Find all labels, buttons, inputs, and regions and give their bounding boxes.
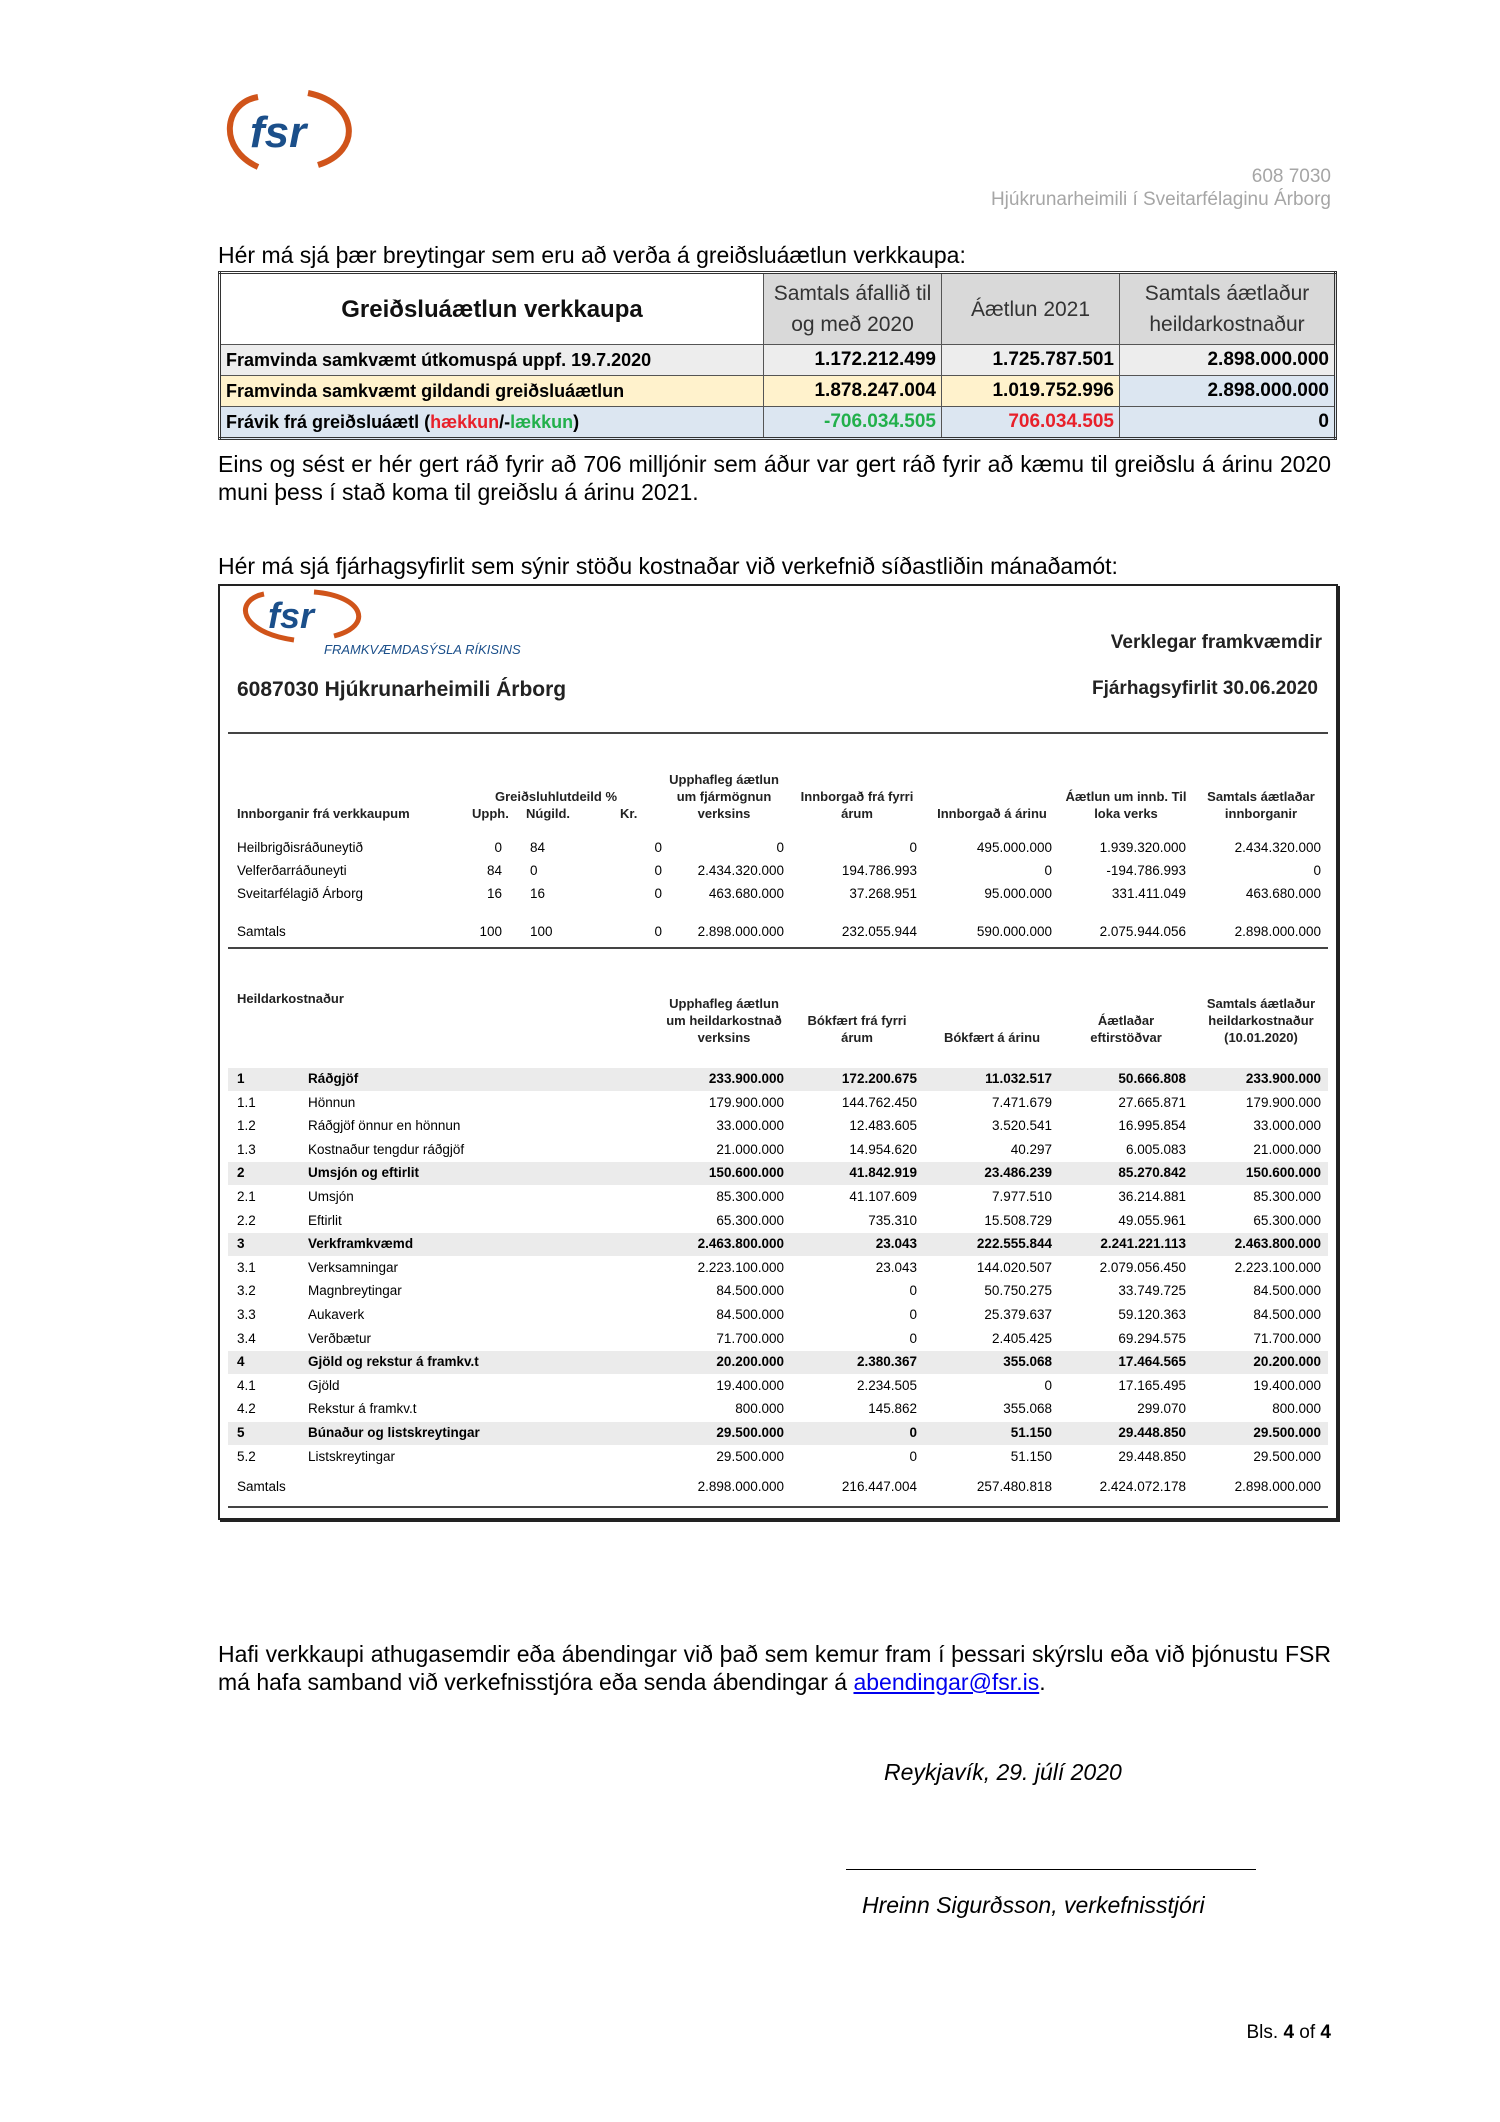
- col-header: Innborgað frá fyrri árum: [800, 789, 914, 821]
- row-number: 3.2: [237, 1283, 256, 1299]
- nugild-pct: 100: [530, 924, 553, 939]
- row-name: Heilbrigðisráðuneytið: [237, 840, 364, 855]
- table-row: [228, 886, 1328, 909]
- page-total: 4: [1320, 2022, 1331, 2043]
- row-number: 3.3: [237, 1307, 256, 1322]
- amount: 222.555.844: [976, 1236, 1052, 1252]
- amount: 331.411.049: [1111, 886, 1186, 901]
- amount: 150.600.000: [708, 1165, 784, 1181]
- nugild-pct: 16: [530, 886, 546, 901]
- amount: 37.268.951: [849, 886, 917, 901]
- group-row: [228, 1068, 1328, 1091]
- cell: -706.034.505: [764, 407, 942, 439]
- amount: 2.898.000.000: [1234, 1479, 1321, 1494]
- amount: 41.842.919: [849, 1165, 917, 1181]
- table-row: [228, 1398, 1328, 1421]
- table-row: [228, 1328, 1328, 1351]
- email-link[interactable]: abendingar@fsr.is: [853, 1669, 1040, 1695]
- report-title: Fjárhagsyfirlit 30.06.2020: [1091, 678, 1318, 699]
- row-name: Gjöld og rekstur á framkv.t: [308, 1354, 479, 1370]
- amount: 95.000.000: [984, 886, 1052, 901]
- row-name: Hönnun: [308, 1094, 356, 1110]
- col-header: Heildarkostnaður: [237, 991, 344, 1006]
- amount: 2.405.425: [991, 1330, 1052, 1346]
- nugild-pct: 0: [530, 863, 538, 878]
- amount: 6.005.083: [1125, 1141, 1186, 1157]
- amount: 1.939.320.000: [1099, 840, 1186, 855]
- col-header: Innborgað á árinu: [937, 806, 1047, 821]
- amount: 23.043: [875, 1236, 917, 1252]
- row-number: 4.1: [237, 1377, 256, 1393]
- amount: 14.954.620: [849, 1141, 917, 1157]
- divider: [228, 732, 1328, 734]
- amount: 15.508.729: [984, 1212, 1052, 1228]
- cell: 1.019.752.996: [942, 376, 1120, 407]
- amount: 33.000.000: [1253, 1118, 1321, 1134]
- amount: 7.471.679: [991, 1094, 1052, 1110]
- row-name: Velferðarráðuneyti: [237, 863, 347, 878]
- row-name: Listskreytingar: [308, 1448, 396, 1464]
- amount: 40.297: [1010, 1141, 1052, 1157]
- amount: 20.200.000: [716, 1354, 784, 1370]
- upph-pct: 84: [486, 863, 502, 878]
- row-number: 1.3: [237, 1141, 256, 1157]
- amount: 21.000.000: [716, 1141, 784, 1157]
- page-current: 4: [1283, 2022, 1295, 2043]
- col-header: Samtals áætlaður heildarkostnaður: [1120, 273, 1336, 345]
- amount: 23.043: [875, 1259, 917, 1275]
- amount: 84.500.000: [716, 1283, 784, 1299]
- row-number: 2: [237, 1165, 245, 1181]
- col-header: Bókfært frá fyrri árum: [807, 1013, 907, 1045]
- row-name: Verkframkvæmd: [308, 1236, 414, 1252]
- amount: 59.120.363: [1118, 1307, 1186, 1322]
- amount: 735.310: [868, 1212, 917, 1228]
- cell: 1.172.212.499: [764, 345, 942, 376]
- row-name: Samtals: [237, 924, 286, 939]
- amount: 65.300.000: [1253, 1212, 1321, 1228]
- amount: 2.241.221.113: [1100, 1236, 1186, 1252]
- amount: 33.000.000: [716, 1118, 784, 1134]
- feedback-end: .: [1039, 1669, 1046, 1695]
- signature-line: [846, 1869, 1256, 1870]
- amount: 50.750.275: [984, 1283, 1052, 1299]
- table-row: [228, 1446, 1328, 1469]
- org-name: FRAMKVÆMDASÝSLA RÍKISINS: [324, 642, 521, 657]
- amount: 29.500.000: [716, 1425, 784, 1440]
- project-title: 6087030 Hjúkrunarheimili Árborg: [237, 678, 567, 701]
- divider: [228, 1506, 1328, 1508]
- row-name: Samtals: [237, 1479, 286, 1494]
- amount: 84.500.000: [1253, 1307, 1321, 1322]
- cell: 1.878.247.004: [764, 376, 942, 407]
- amount: 463.680.000: [708, 886, 784, 901]
- table-row: [228, 924, 1328, 947]
- amount: 233.900.000: [1245, 1071, 1321, 1086]
- page-of: of: [1294, 2022, 1321, 2043]
- amount: 232.055.944: [841, 924, 917, 939]
- amount: 17.165.495: [1118, 1377, 1186, 1393]
- row-name: Sveitarfélagið Árborg: [237, 886, 364, 901]
- amount: 2.223.100.000: [1234, 1259, 1321, 1275]
- row-number: 5.2: [237, 1448, 256, 1464]
- amount: 29.448.850: [1118, 1448, 1186, 1464]
- row-number: 1.1: [237, 1094, 256, 1110]
- signature: Hreinn Sigurðsson, verkefnisstjóri: [862, 1892, 1205, 1918]
- col-header: Áætlun um innb. Til loka verks: [1065, 789, 1187, 821]
- row-number: 4.2: [237, 1401, 256, 1417]
- table-row: [220, 345, 1336, 376]
- svg-text:fsr: fsr: [268, 595, 315, 636]
- cell: 1.725.787.501: [942, 345, 1120, 376]
- amount: 0: [909, 840, 917, 855]
- row-number: 2.1: [237, 1189, 256, 1204]
- col-header: Samtals áfallið til og með 2020: [764, 273, 942, 345]
- explanation-text: Eins og sést er hér gert ráð fyrir að 706 milljónir sem áður var gert ráð fyrir að kæmu til greiðslu á árinu 2020 muni þess í stað koma til greiðslu á árinu 2021.: [218, 451, 1331, 505]
- svg-text:fsr: fsr: [250, 108, 307, 157]
- amount: 51.150: [1010, 1448, 1052, 1464]
- amount: 2.434.320.000: [697, 863, 784, 878]
- row-label: Framvinda samkvæmt gildandi greiðsluáætlun: [220, 376, 764, 407]
- row-name: Gjöld: [308, 1377, 340, 1393]
- amount: 0: [909, 1448, 917, 1464]
- amount: 17.464.565: [1118, 1354, 1186, 1370]
- amount: 3.520.541: [991, 1118, 1052, 1134]
- cell: 2.898.000.000: [1120, 376, 1336, 407]
- col-header: Innborganir frá verkkaupum: [237, 806, 410, 821]
- amount: 51.150: [1010, 1425, 1052, 1440]
- col-header: Bókfært á árinu: [943, 1030, 1041, 1045]
- amount: 12.483.605: [849, 1118, 917, 1134]
- amount: 11.032.517: [985, 1071, 1052, 1086]
- amount: 2.463.800.000: [697, 1236, 784, 1252]
- amount: 150.600.000: [1245, 1165, 1321, 1181]
- payment-plan-table: [218, 271, 1337, 440]
- amount: 29.500.000: [1253, 1425, 1321, 1440]
- page-prefix: Bls.: [1246, 2022, 1284, 2043]
- col-header: Samtals áætlaður heildarkostnaður (10.01.2020): [1206, 996, 1316, 1045]
- amount: 41.107.609: [849, 1189, 917, 1204]
- table-row: [228, 1280, 1328, 1303]
- amount: 0: [1044, 863, 1052, 878]
- divider: [228, 947, 1328, 949]
- amount: 800.000: [735, 1401, 784, 1417]
- amount: 0: [1313, 863, 1321, 878]
- kr-value: 0: [654, 840, 662, 855]
- col-header: Upph.: [472, 806, 509, 821]
- amount: 2.434.320.000: [1234, 840, 1321, 855]
- project-header: [991, 165, 1331, 211]
- kr-value: 0: [654, 863, 662, 878]
- amount: 0: [1044, 1377, 1052, 1393]
- row-name: Magnbreytingar: [308, 1283, 402, 1299]
- plan-table-title: Greiðsluáætlun verkkaupa: [220, 273, 764, 345]
- amount: 179.900.000: [708, 1094, 784, 1110]
- row-label: [220, 407, 764, 439]
- col-header: Áætlaðar eftirstöðvar: [1090, 1013, 1162, 1045]
- table-row: [228, 863, 1328, 886]
- table-row: [228, 1210, 1328, 1233]
- amount: 144.762.450: [841, 1094, 917, 1110]
- amount: 2.075.944.056: [1099, 924, 1186, 939]
- amount: 0: [909, 1330, 917, 1346]
- table-row: [228, 1092, 1328, 1115]
- cell: 2.898.000.000: [1120, 345, 1336, 376]
- table-row: [228, 1304, 1328, 1327]
- total-row: [228, 1479, 1328, 1502]
- upph-pct: 0: [494, 840, 502, 855]
- amount: 800.000: [1272, 1401, 1321, 1417]
- group-row: [228, 1233, 1328, 1256]
- row-name: Verksamningar: [308, 1259, 399, 1275]
- row-name: Búnaður og listskreytingar: [308, 1425, 480, 1440]
- feedback-body: Hafi verkkaupi athugasemdir eða ábendingar við það sem kemur fram í þessari skýrslu eða við þjónustu FSR má hafa samband við verkefnisstjóra eða senda ábendingar á: [218, 1641, 1331, 1695]
- increase-label: hækkun: [430, 411, 500, 432]
- amount: 233.900.000: [708, 1071, 784, 1086]
- row-name: Umsjón: [308, 1189, 354, 1204]
- col-header: Núgild.: [526, 806, 571, 821]
- cell: 0: [1120, 407, 1336, 439]
- intro-text-2: Hér má sjá fjárhagsyfirlit sem sýnir stöðu kostnaðar við verkefnið síðastliðin mánaðamót:: [218, 553, 1118, 579]
- nugild-pct: 84: [530, 840, 546, 855]
- row-name: Umsjón og eftirlit: [308, 1165, 419, 1181]
- amount: 179.900.000: [1245, 1094, 1321, 1110]
- amount: 29.448.850: [1118, 1425, 1186, 1440]
- amount: 85.300.000: [1253, 1189, 1321, 1204]
- cell: 706.034.505: [942, 407, 1120, 439]
- amount: 19.400.000: [1253, 1377, 1321, 1393]
- amount: 2.079.056.450: [1099, 1259, 1186, 1275]
- amount: 355.068: [1003, 1401, 1052, 1417]
- row-number: 3: [237, 1236, 245, 1252]
- amount: 19.400.000: [716, 1377, 784, 1393]
- col-header: Greiðsluhlutdeild %: [494, 789, 618, 804]
- report-category: Verklegar framkvæmdir: [1110, 632, 1322, 653]
- amount: 84.500.000: [716, 1307, 784, 1322]
- amount: 2.234.505: [856, 1377, 917, 1393]
- col-header: Upphafleg áætlun um fjármögnun verksins: [669, 772, 779, 821]
- amount: 69.294.575: [1118, 1330, 1186, 1346]
- amount: 2.424.072.178: [1099, 1479, 1186, 1494]
- amount: 495.000.000: [976, 840, 1052, 855]
- amount: 85.300.000: [716, 1189, 784, 1204]
- amount: 7.977.510: [991, 1189, 1052, 1204]
- group-row: [228, 1351, 1328, 1374]
- page-number: [1246, 2022, 1331, 2044]
- amount: 23.486.239: [984, 1165, 1052, 1181]
- upph-pct: 16: [486, 886, 502, 901]
- row-label: Framvinda samkvæmt útkomuspá uppf. 19.7.2020: [220, 345, 764, 376]
- row-name: Ráðgjöf önnur en hönnun: [308, 1118, 461, 1134]
- row-name: Ráðgjöf: [308, 1071, 359, 1086]
- col-header: Kr.: [620, 806, 638, 821]
- amount: 172.200.675: [841, 1071, 917, 1086]
- amount: 0: [909, 1307, 917, 1322]
- amount: 2.380.367: [856, 1354, 917, 1370]
- amount: 36.214.881: [1118, 1189, 1186, 1204]
- row-number: 3.4: [237, 1330, 256, 1346]
- upph-pct: 100: [479, 924, 502, 939]
- fsr-logo: [218, 89, 363, 171]
- amount: 355.068: [1003, 1354, 1052, 1370]
- amount: 25.379.637: [984, 1307, 1052, 1322]
- project-name: Hjúkrunarheimili í Sveitarfélaginu Árborg: [990, 189, 1331, 210]
- project-number: 608 7030: [1251, 166, 1331, 187]
- label-part: /-: [499, 411, 511, 432]
- amount: 2.898.000.000: [1234, 924, 1321, 939]
- label-part: ): [573, 411, 580, 432]
- table-row: [228, 840, 1328, 863]
- financial-overview: [218, 584, 1338, 1520]
- amount: 27.665.871: [1118, 1094, 1186, 1110]
- row-number: 1: [237, 1071, 245, 1086]
- amount: 85.270.842: [1118, 1165, 1186, 1181]
- table-row: [228, 1186, 1328, 1209]
- table-row: [228, 1257, 1328, 1280]
- table-row: [220, 407, 1336, 439]
- col-header: Samtals áætlaðar innborganir: [1207, 789, 1315, 821]
- amount: 257.480.818: [976, 1479, 1052, 1494]
- row-number: 2.2: [237, 1212, 256, 1228]
- amount: 2.898.000.000: [697, 1479, 784, 1494]
- amount: 29.500.000: [1253, 1448, 1321, 1464]
- col-header: Upphafleg áætlun um heildarkostnað verksins: [666, 996, 782, 1045]
- row-number: 3.1: [237, 1259, 256, 1275]
- decrease-label: lækkun: [510, 411, 574, 432]
- kr-value: 0: [654, 924, 662, 939]
- table-row: [228, 1115, 1328, 1138]
- amount: -194.786.993: [1106, 863, 1186, 878]
- table-row: [228, 1375, 1328, 1398]
- amount: 71.700.000: [716, 1330, 784, 1346]
- table-row: [220, 376, 1336, 407]
- amount: 463.680.000: [1245, 886, 1321, 901]
- feedback-text: [218, 1640, 1331, 1696]
- amount: 0: [776, 840, 784, 855]
- amount: 65.300.000: [716, 1212, 784, 1228]
- row-number: 4: [237, 1354, 245, 1370]
- amount: 49.055.961: [1118, 1212, 1186, 1228]
- amount: 16.995.854: [1118, 1118, 1186, 1134]
- row-name: Eftirlit: [308, 1212, 342, 1228]
- group-row: [228, 1162, 1328, 1185]
- amount: 2.463.800.000: [1234, 1236, 1321, 1252]
- amount: 2.898.000.000: [697, 924, 784, 939]
- amount: 21.000.000: [1253, 1141, 1321, 1157]
- amount: 71.700.000: [1253, 1330, 1321, 1346]
- amount: 33.749.725: [1118, 1283, 1186, 1299]
- amount: 0: [909, 1283, 917, 1299]
- row-name: Kostnaður tengdur ráðgjöf: [308, 1141, 465, 1157]
- row-name: Verðbætur: [308, 1330, 372, 1346]
- table-row: [228, 1139, 1328, 1162]
- amount: 145.862: [868, 1401, 917, 1417]
- amount: 2.223.100.000: [697, 1259, 784, 1275]
- col-header: Áætlun 2021: [942, 273, 1120, 345]
- amount: 29.500.000: [716, 1448, 784, 1464]
- row-name: Aukaverk: [308, 1307, 365, 1322]
- amount: 50.666.808: [1118, 1071, 1186, 1086]
- amount: 0: [909, 1425, 917, 1440]
- row-number: 5: [237, 1425, 245, 1440]
- amount: 299.070: [1137, 1401, 1186, 1417]
- amount: 20.200.000: [1253, 1354, 1321, 1370]
- row-number: 1.2: [237, 1118, 256, 1134]
- intro-text-1: Hér má sjá þær breytingar sem eru að verða á greiðsluáætlun verkkaupa:: [218, 242, 966, 268]
- place-date: Reykjavík, 29. júlí 2020: [884, 1759, 1122, 1785]
- amount: 194.786.993: [841, 863, 917, 878]
- amount: 216.447.004: [841, 1479, 917, 1494]
- kr-value: 0: [654, 886, 662, 901]
- group-row: [228, 1422, 1328, 1445]
- row-name: Rekstur á framkv.t: [308, 1401, 417, 1417]
- amount: 84.500.000: [1253, 1283, 1321, 1299]
- amount: 144.020.507: [976, 1259, 1052, 1275]
- amount: 590.000.000: [976, 924, 1052, 939]
- label-part: Frávik frá greiðsluáætl (: [226, 411, 431, 432]
